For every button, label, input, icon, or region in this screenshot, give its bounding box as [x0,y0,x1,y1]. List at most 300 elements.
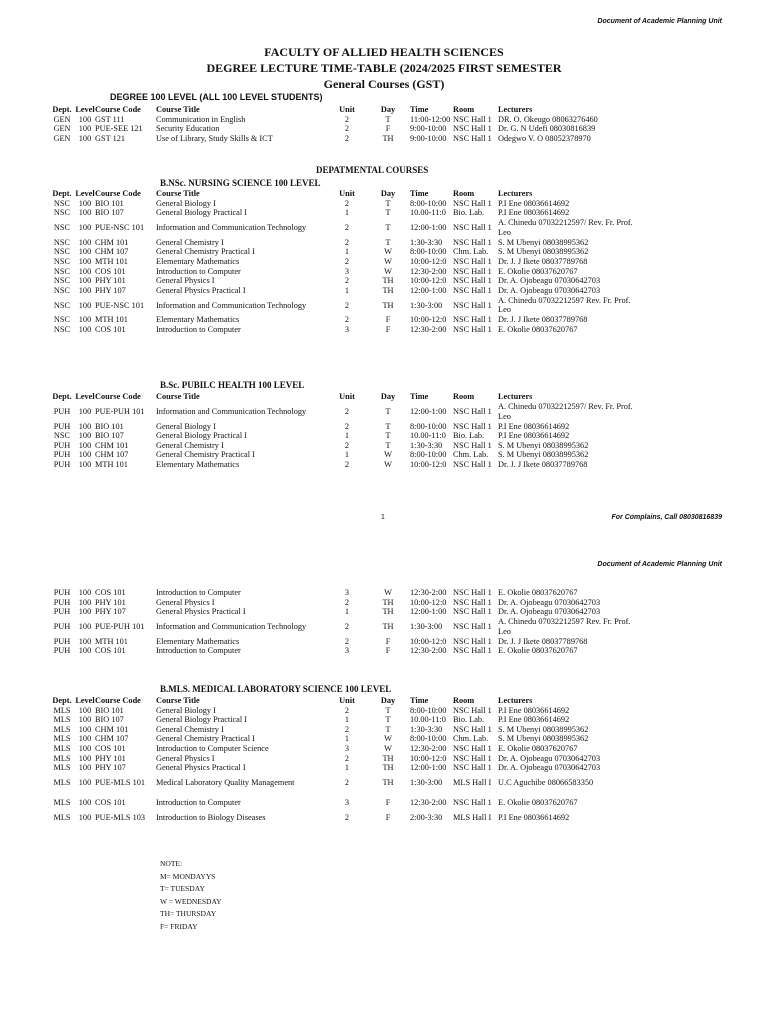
cell-unit: 1 [344,734,350,744]
cell-day: T [385,431,391,441]
cell-level: 100 [78,607,92,617]
gst-table [49,105,638,143]
cell-time: 10:00-12:0 [410,459,447,469]
column-header-title: Course Title [156,189,200,198]
cell-lect: S. M Ubenyi 08038995362 [498,237,589,247]
cell-lect: E. Okolie 08037620767 [498,324,578,334]
cell-title: Use of Library, Study Skills & ICT [156,133,273,143]
column-header-day: Day [380,392,396,401]
cell-code: COS 101 [95,646,126,656]
cell-code: CHM 101 [95,440,129,450]
cell-level: 100 [78,777,92,787]
cell-code: BIO 101 [95,198,124,208]
cell-day: TH [382,597,394,607]
cell-code: COS 101 [95,266,126,276]
cell-day: W [384,450,392,460]
cell-dept: MLS [53,763,71,773]
cell-dept: PUH [53,440,71,450]
cell-unit: 2 [344,777,350,787]
cell-unit: 2 [344,753,350,763]
cell-title: General Biology I [156,421,216,431]
cell-unit: 2 [344,621,350,631]
cell-dept: NSC [53,300,71,310]
cell-unit: 2 [344,256,350,266]
cell-code: PHY 107 [95,763,126,773]
cell-lect: P.I Ene 08036614692 [498,705,570,715]
cell-room: Chm. Lab. [453,450,489,460]
column-header-time: Time [410,696,429,705]
column-header-time: Time [410,189,429,198]
cell-unit: 1 [344,285,350,295]
column-header-room: Room [453,392,475,401]
cell-time: 12:30-2:00 [410,646,447,656]
table-row [49,315,638,325]
cell-room: NSC Hall 1 [453,705,492,715]
cell-day: T [385,724,391,734]
cell-level: 100 [78,440,92,450]
cell-room: Bio. Lab. [453,431,485,441]
cell-level: 100 [78,724,92,734]
cell-time: 1:30-3:00 [410,621,443,631]
cell-code: COS 101 [95,324,126,334]
cell-lect: P.I Ene 08036614692 [498,198,570,208]
departmental-heading: DEPATMENTAL COURSES [316,165,429,175]
table-header-row [49,189,638,199]
cell-day: T [385,406,391,416]
cell-code: PUE-PUH 101 [95,621,145,631]
column-header-day: Day [380,696,396,705]
cell-day: T [385,222,391,232]
cell-day: W [384,743,392,753]
cell-day: F [385,646,391,656]
cell-title: General Physics I [156,753,215,763]
cell-day: W [384,266,392,276]
cell-dept: NSC [53,276,71,286]
cell-room: Chm. Lab. [453,734,489,744]
table-row [49,115,638,125]
cell-unit: 2 [344,315,350,325]
column-header-title: Course Title [156,696,200,705]
cell-dept: MLS [53,777,71,787]
cell-code: PHY 101 [95,597,126,607]
cell-room: NSC Hall 1 [453,636,492,646]
cell-dept: MLS [53,743,71,753]
table-row [49,218,638,238]
puh-heading: B.Sc. PUBILC HEALTH 100 LEVEL [160,380,305,390]
cell-dept: NSC [53,208,71,218]
cell-time: 10:00-12:0 [410,256,447,266]
table-row [49,199,638,209]
cell-time: 12:30-2:00 [410,266,447,276]
header-note: Document of Academic Planning Unit [597,18,722,25]
cell-level: 100 [78,285,92,295]
cell-dept: MLS [53,812,71,822]
cell-unit: 2 [344,222,350,232]
table-header-row [49,696,638,706]
cell-time: 12:30-2:00 [410,324,447,334]
cell-title: General Biology Practical I [156,715,248,725]
cell-dept: NSC [53,247,71,257]
cell-lect: A. Chinedu 07032212597/ Rev. Fr. Prof. Leo [498,218,633,237]
cell-title: General Biology Practical I [156,208,248,218]
cell-code: COS 101 [95,743,126,753]
column-header-level: Level [75,696,95,705]
cell-title: Introduction to Biology Diseases [156,812,266,822]
cell-level: 100 [78,636,92,646]
cell-room: NSC Hall 1 [453,266,492,276]
cell-code: PHY 107 [95,607,126,617]
cell-time: 11:00-12:00 [410,114,451,124]
table-row [49,247,638,257]
cell-day: T [385,237,391,247]
cell-code: PUE-NSC 101 [95,300,145,310]
cell-day: W [384,588,392,597]
faculty-title: FACULTY OF ALLIED HEALTH SCIENCES [264,45,504,59]
cell-dept: NSC [53,285,71,295]
cell-room: NSC Hall 1 [453,753,492,763]
cell-unit: 1 [344,607,350,617]
cell-unit: 2 [344,705,350,715]
table-row [49,754,638,764]
cell-dept: PUH [53,588,71,597]
cell-dept: MLS [53,705,71,715]
table-row [49,793,638,813]
table-row [49,325,638,335]
cell-day: TH [382,777,394,787]
cell-lect: P.I Ene 08036614692 [498,208,570,218]
cell-dept: PUH [53,406,71,416]
cell-day: W [384,459,392,469]
table-row [49,422,638,432]
table-row [49,617,638,637]
cell-time: 1:30-3:00 [410,300,443,310]
timetable-title: DEGREE LECTURE TIME-TABLE (20​24/2025 FIRST SEMESTER [206,61,562,75]
cell-room: NSC Hall 1 [453,743,492,753]
cell-unit: 2 [344,114,350,124]
cell-lect: S. M Ubenyi 08038995362 [498,724,589,734]
cell-dept: MLS [53,753,71,763]
cell-level: 100 [78,324,92,334]
cell-lect: Dr. A. Ojobeagu 07030642703 [498,607,601,617]
cell-code: GST 111 [95,114,125,124]
cell-dept: NSC [53,237,71,247]
cell-room: NSC Hall 1 [453,222,492,232]
table-row [49,588,638,598]
table-row [49,276,638,286]
mls-heading: B.MLS. MEDICAL LABORATORY SCIENCE 100 LEVEL [160,684,392,694]
cell-level: 100 [78,114,92,124]
cell-lect: Dr. A. Ojobeagu 07030642703 [498,276,601,286]
cell-title: General Biology Practical I [156,431,248,441]
cell-lect: E. Okolie 08037620767 [498,646,578,656]
column-header-code: Course Code [95,392,141,401]
page-number: 1 [381,514,385,521]
cell-level: 100 [78,621,92,631]
cell-room: NSC Hall 1 [453,198,492,208]
cell-level: 100 [78,797,92,807]
cell-day: TH [382,276,394,286]
cell-level: 100 [78,812,92,822]
cell-unit: 3 [344,646,350,656]
column-header-lect: Lecturers [498,392,533,401]
cell-time: 1:30-3:30 [410,724,443,734]
cell-time: 1:30-3:30 [410,440,443,450]
cell-title: Information and Communication Technology [156,621,307,631]
column-header-title: Course Title [156,105,200,114]
cell-title: General Physics Practical I [156,285,246,295]
cell-room: NSC Hall 1 [453,276,492,286]
cell-dept: PUH [53,459,71,469]
cell-time: 9:00-10:00 [410,133,447,143]
cell-day: TH [382,133,394,143]
cell-code: MTH 101 [95,636,128,646]
cell-code: CHM 107 [95,247,129,257]
column-header-time: Time [410,105,429,114]
table-row [49,238,638,248]
column-header-lect: Lecturers [498,105,533,114]
cell-level: 100 [78,133,92,143]
cell-room: NSC Hall 1 [453,315,492,325]
cell-room: NSC Hall 1 [453,285,492,295]
cell-room: NSC Hall 1 [453,237,492,247]
table-row [49,460,638,470]
table-row [49,598,638,608]
cell-room: MLS Hall I [453,812,492,822]
cell-lect: A. Chinedu 07032212597 Rev. Fr. Prof. Leo [498,617,631,636]
cell-time: 8:00-10:00 [410,421,447,431]
cell-level: 100 [78,237,92,247]
cell-unit: 2 [344,459,350,469]
table-header-row [49,105,638,115]
cell-title: Elementary Mathematics [156,256,240,266]
column-header-unit: Unit [339,392,355,401]
cell-code: MTH 101 [95,459,128,469]
cell-code: CHM 107 [95,734,129,744]
cell-lect: DR. O. Okeugo 08063276460 [498,114,598,124]
cell-room: NSC Hall 1 [453,621,492,631]
nsc-heading: B.NSc. NURSING SCIENCE 100 LEVEL [160,178,321,188]
column-header-dept: Dept. [52,189,72,198]
column-header-lect: Lecturers [498,696,533,705]
table-row [49,441,638,451]
cell-lect: E. Okolie 08037620767 [498,797,578,807]
cell-code: PUE-NSC 101 [95,222,145,232]
cell-title: General Physics Practical I [156,607,246,617]
cell-dept: PUH [53,450,71,460]
cell-code: BIO 107 [95,431,124,441]
cell-level: 100 [78,705,92,715]
cell-lect: Dr. J. J Ikete 08037789768 [498,256,588,266]
cell-unit: 2 [344,133,350,143]
cell-code: MTH 101 [95,315,128,325]
cell-time: 1:30-3:30 [410,237,443,247]
cell-unit: 3 [344,743,350,753]
cell-lect: E. Okolie 08037620767 [498,743,578,753]
cell-room: NSC Hall 1 [453,459,492,469]
cell-unit: 2 [344,198,350,208]
cell-title: Information and Communication Technology [156,222,307,232]
table-row [49,646,638,656]
puh-table-continued [49,588,638,656]
column-header-code: Course Code [95,189,141,198]
cell-room: NSC Hall 1 [453,406,492,416]
cell-unit: 3 [344,797,350,807]
cell-lect: S. M Ubenyi 08038995362 [498,734,589,744]
gst-heading: DEGREE 100 LEVEL (ALL 100 LEVEL STUDENTS) [110,92,323,102]
cell-time: 12:30-2:00 [410,797,447,807]
cell-lect: E. Okolie 08037620767 [498,266,578,276]
cell-lect: A. Chinedu 07032212597/ Rev. Fr. Prof. Leo [498,402,633,421]
cell-code: CHM 101 [95,724,129,734]
cell-unit: 1 [344,450,350,460]
cell-title: General Chemistry I [156,724,224,734]
cell-day: F [385,324,391,334]
cell-title: General Chemistry Practical I [156,734,255,744]
cell-lect: E. Okolie 08037620767 [498,588,578,597]
cell-unit: 2 [344,421,350,431]
table-row [49,744,638,754]
cell-level: 100 [78,222,92,232]
cell-time: 9:00-10:00 [410,124,447,134]
cell-unit: 2 [344,636,350,646]
cell-title: Information and Communication Technology [156,300,307,310]
column-header-dept: Dept. [52,105,72,114]
cell-day: T [385,440,391,450]
cell-dept: NSC [53,266,71,276]
column-header-unit: Unit [339,105,355,114]
cell-title: Introduction to Computer Science [156,743,269,753]
cell-code: PHY 107 [95,285,126,295]
cell-dept: PUH [53,421,71,431]
cell-time: 12:30-2:00 [410,588,447,597]
cell-room: NSC Hall 1 [453,114,492,124]
cell-lect: Dr. J. J Ikete 08037789768 [498,315,588,325]
cell-room: Chm. Lab. [453,247,489,257]
cell-day: W [384,734,392,744]
cell-level: 100 [78,753,92,763]
cell-day: TH [382,763,394,773]
column-header-dept: Dept. [52,696,72,705]
footer-note: For Complains, Call 08030816839 [611,514,722,521]
cell-unit: 1 [344,247,350,257]
cell-level: 100 [78,459,92,469]
cell-level: 100 [78,198,92,208]
cell-day: T [385,421,391,431]
cell-time: 10:00-12:0 [410,276,447,286]
cell-level: 100 [78,597,92,607]
cell-dept: MLS [53,724,71,734]
note-label: NOTE: [160,859,183,868]
cell-time: 10:00-12:0 [410,597,447,607]
table-row [49,124,638,134]
cell-room: MLS Hall I [453,777,492,787]
cell-title: General Physics I [156,276,215,286]
cell-time: 12:30-2:00 [410,743,447,753]
column-header-lect: Lecturers [498,189,533,198]
cell-time: 12:00-1:00 [410,406,447,416]
cell-unit: 1 [344,431,350,441]
cell-dept: NSC [53,315,71,325]
cell-room: NSC Hall 1 [453,646,492,656]
cell-unit: 3 [344,588,350,597]
cell-title: Medical Laboratory Quality Management [156,777,295,787]
cell-day: T [385,198,391,208]
cell-unit: 2 [344,597,350,607]
cell-lect: Dr. A. Ojobeagu 07030642703 [498,285,601,295]
cell-level: 100 [78,588,92,597]
cell-time: 10.00-11:0 [410,715,446,725]
table-row [49,725,638,735]
table-row [49,637,638,647]
cell-lect: Dr. A. Ojobeagu 07030642703 [498,597,601,607]
cell-title: Introduction to Computer [156,266,241,276]
cell-code: PUE-MLS 103 [95,812,146,822]
cell-time: 10:00-12:0 [410,753,447,763]
cell-lect: Dr. J. J Ikete 08037789768 [498,459,588,469]
cell-lect: Dr. A. Ojobeagu 07030642703 [498,753,601,763]
cell-unit: 3 [344,266,350,276]
cell-room: NSC Hall 1 [453,440,492,450]
cell-room: NSC Hall 1 [453,724,492,734]
cell-lect: P.I Ene 08036614692 [498,715,570,725]
cell-room: NSC Hall 1 [453,324,492,334]
cell-lect: Odegwo V. O 08052378970 [498,133,591,143]
cell-day: F [385,315,391,325]
cell-room: Bio. Lab. [453,715,485,725]
cell-level: 100 [78,406,92,416]
cell-dept: PUH [53,621,71,631]
cell-room: NSC Hall 1 [453,597,492,607]
cell-level: 100 [78,734,92,744]
cell-time: 8:00-10:00 [410,705,447,715]
cell-time: 12:00-1:00 [410,222,447,232]
table-row [49,813,638,823]
cell-lect: P.I Ene 08036614692 [498,431,570,441]
column-header-code: Course Code [95,105,141,114]
cell-title: Communication in English [156,114,246,124]
cell-time: 12:00-1:00 [410,285,447,295]
note-item: TH= THURSDAY [160,909,217,918]
column-header-room: Room [453,189,475,198]
cell-time: 1:30-3:00 [410,777,443,787]
note-item: W = WEDNESDAY [160,896,222,906]
table-row [49,715,638,725]
cell-code: COS 101 [95,588,126,597]
nsc-table [49,189,638,335]
column-header-room: Room [453,105,475,114]
cell-title: Introduction to Computer [156,324,241,334]
table-row [49,734,638,744]
cell-unit: 1 [344,763,350,773]
cell-dept: PUH [53,597,71,607]
table-row [49,295,638,315]
cell-level: 100 [78,256,92,266]
cell-day: T [385,715,391,725]
cell-day: W [384,256,392,266]
column-header-day: Day [380,189,396,198]
cell-room: NSC Hall 1 [453,797,492,807]
cell-title: General Physics Practical I [156,763,246,773]
cell-lect: Dr. J. J Ikete 08037789768 [498,636,588,646]
cell-title: Elementary Mathematics [156,315,240,325]
mls-table [49,696,638,822]
table-row [49,773,638,793]
table-row [49,267,638,277]
cell-title: General Physics I [156,597,215,607]
cell-unit: 2 [344,237,350,247]
cell-time: 10:00-12:0 [410,315,447,325]
cell-dept: NSC [53,256,71,266]
